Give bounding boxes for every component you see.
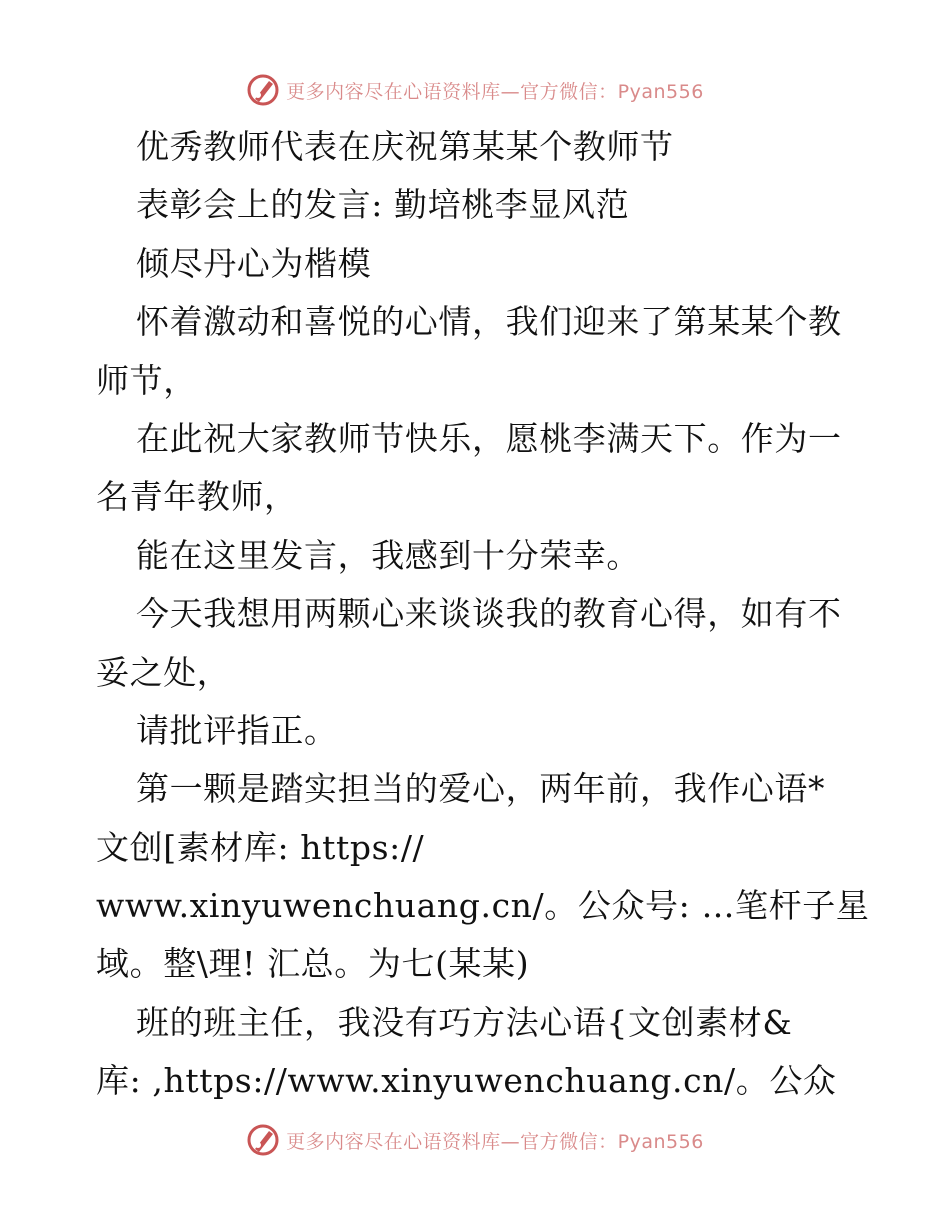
text-line: 班的班主任，我没有巧方法心语{文创素材& — [136, 1002, 793, 1042]
text-line: www.xinyuwenchuang.cn/。公众号: …笔杆子星 — [96, 886, 870, 926]
text-line: 名青年教师， — [96, 477, 298, 517]
footer-watermark-text: 更多内容尽在心语资料库—官方微信：Pyan556 — [286, 1130, 704, 1153]
text-line: 在此祝大家教师节快乐，愿桃李满天下。作为一 — [136, 418, 842, 458]
text-line: 域。整\理! 汇总。为七(某某) — [96, 944, 530, 984]
text-line: 今天我想用两颗心来谈谈我的教育心得，如有不 — [136, 594, 842, 634]
header-watermark — [0, 70, 950, 110]
document-body — [96, 118, 870, 1111]
text-line: 优秀教师代表在庆祝第某某个教师节 — [136, 127, 674, 166]
text-line: 表彰会上的发言: 勤培桃李显风范 — [136, 185, 630, 225]
text-line: 库: ,https://www.xinyuwenchuang.cn/。公众 — [96, 1061, 837, 1101]
header-watermark-text: 更多内容尽在心语资料库—官方微信：Pyan556 — [286, 80, 704, 103]
text-line: 倾尽丹心为楷模 — [136, 243, 372, 283]
text-line: 师节， — [96, 360, 197, 400]
text-line: 妥之处， — [96, 652, 231, 692]
text-line: 请批评指正。 — [136, 710, 338, 750]
text-line: 第一颗是踏实担当的爱心，两年前，我作心语* — [136, 769, 826, 809]
pen-logo-icon — [246, 1123, 280, 1157]
text-line: 文创[素材库: https:// — [96, 827, 425, 867]
footer-watermark — [0, 1120, 950, 1160]
pen-logo-icon — [246, 73, 280, 107]
text-line: 能在这里发言，我感到十分荣幸。 — [136, 535, 640, 575]
text-line: 怀着激动和喜悦的心情，我们迎来了第某某个教 — [136, 302, 842, 342]
